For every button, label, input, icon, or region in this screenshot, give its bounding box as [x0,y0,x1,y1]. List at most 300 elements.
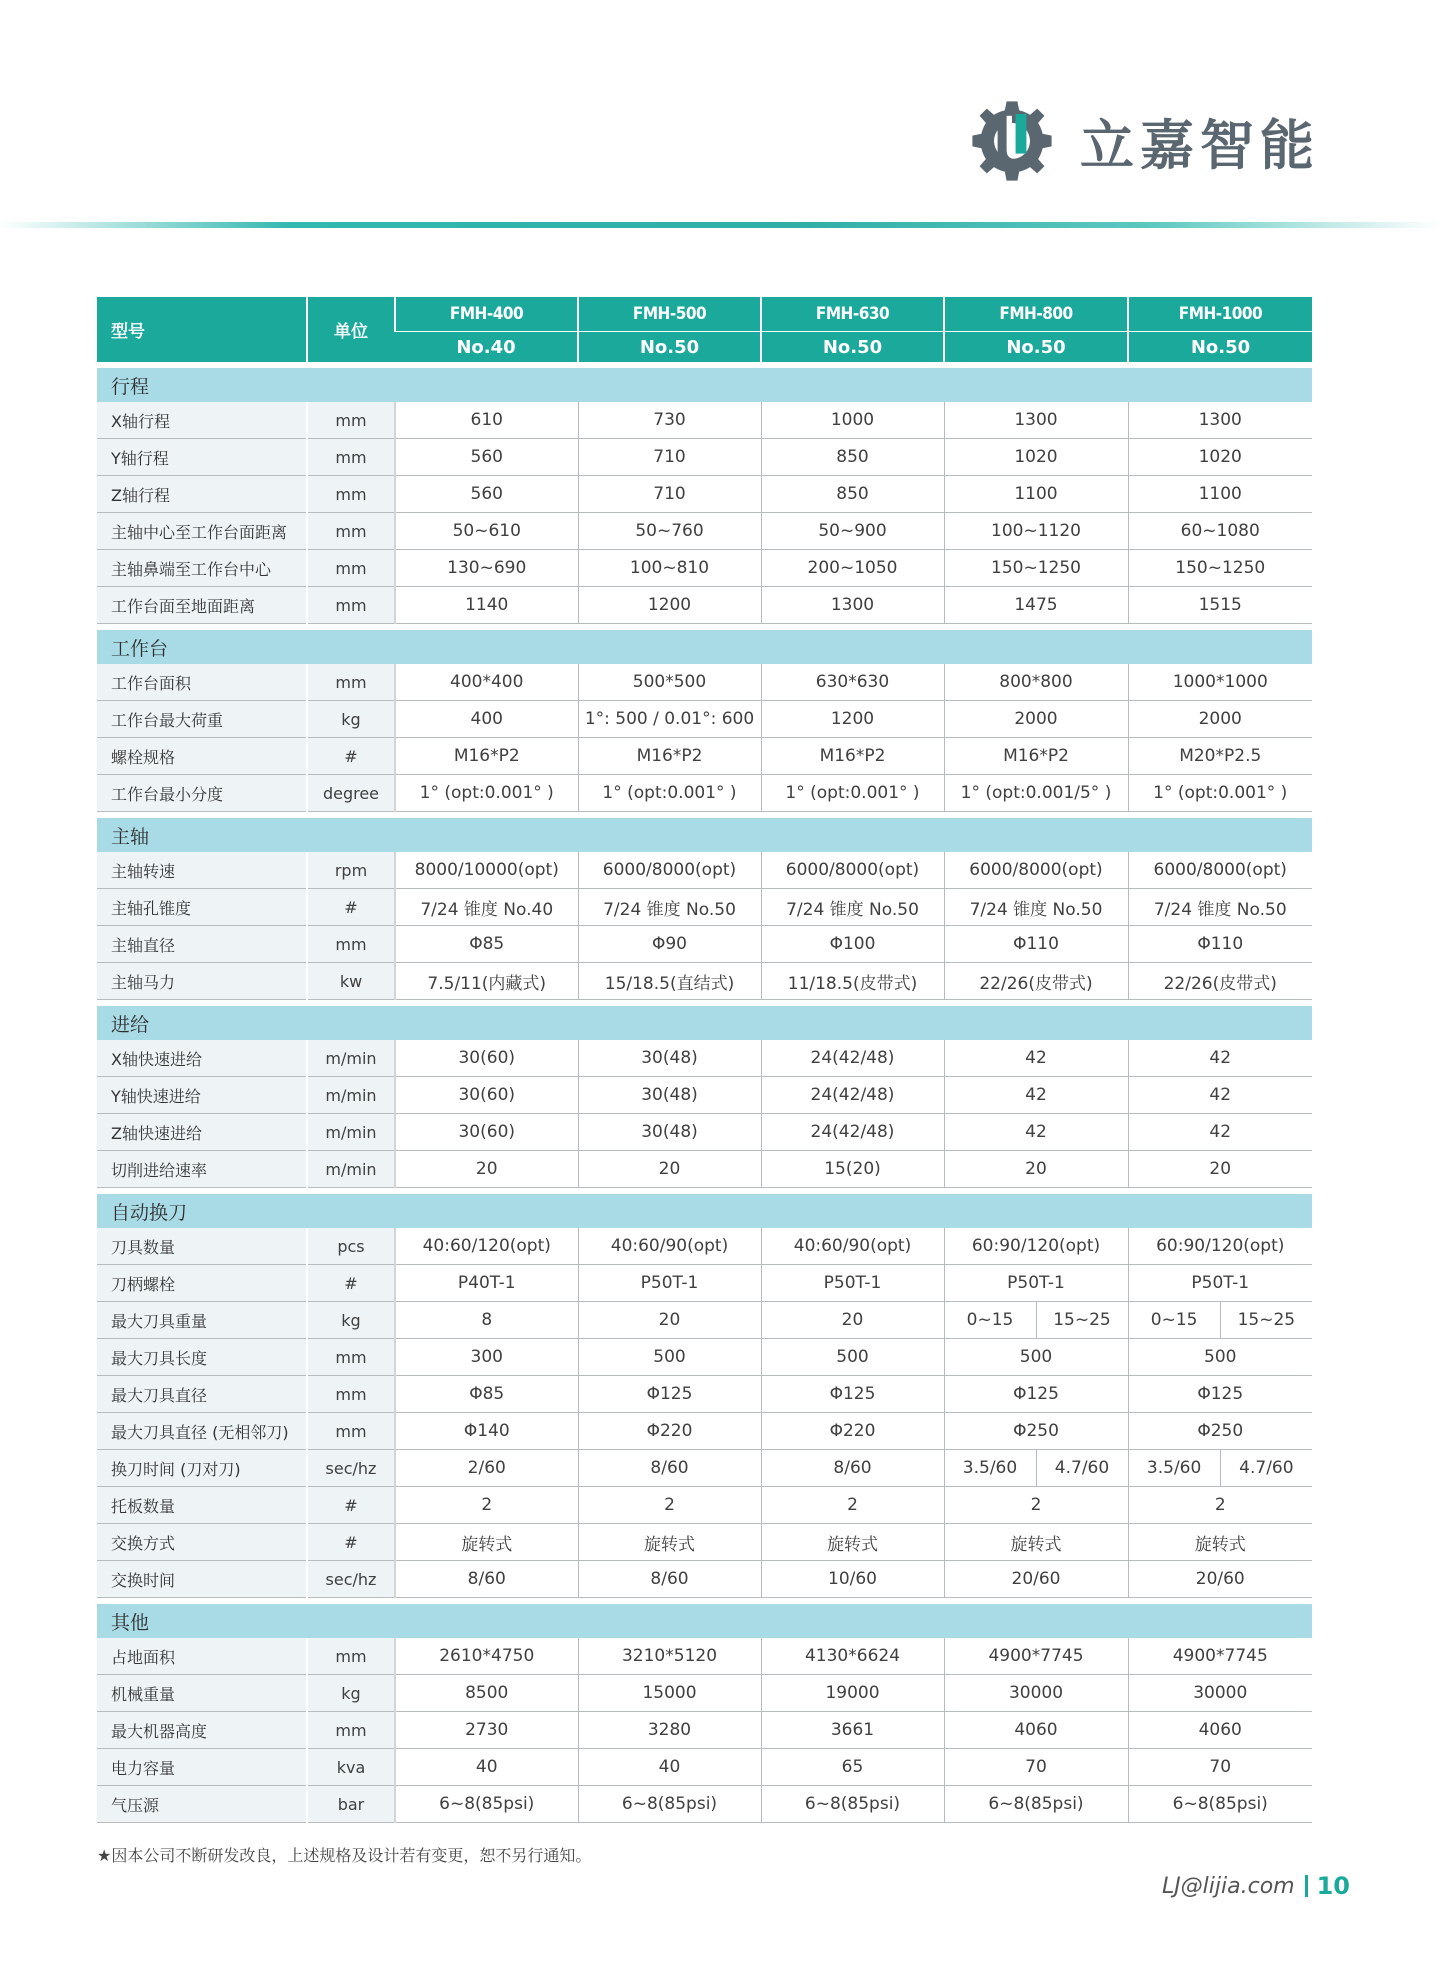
cell-value: 8/60 [395,1561,578,1598]
cell-value: 15(20) [761,1151,944,1188]
row-unit: mm [307,1712,395,1749]
disclaimer-note: ★因本公司不断研发改良，上述规格及设计若有变更，恕不另行通知。 [97,1846,592,1865]
row-unit: mm [307,1376,395,1413]
row-label: Y轴行程 [97,439,307,476]
table-row [97,664,1312,701]
table-row [97,1487,1312,1524]
table-row [97,738,1312,775]
table-row [97,1339,1312,1376]
cell-value: 6~8(85psi) [578,1786,761,1823]
table-row [97,1413,1312,1450]
cell-value: 65 [761,1749,944,1786]
cell-value: 4.7/60 [1220,1450,1312,1486]
row-unit: # [307,889,395,926]
cell-value: 30(60) [395,1040,578,1077]
row-unit: mm [307,402,395,439]
row-unit: mm [307,664,395,701]
cell-value: 100~810 [578,550,761,587]
row-unit: mm [307,1339,395,1376]
cell-value: 70 [1128,1749,1312,1786]
cell-value: M16*P2 [395,738,578,775]
cell-value: 20 [578,1302,761,1339]
cell-value: Φ110 [944,926,1128,963]
cell-value: 4900*7745 [1128,1638,1312,1675]
row-label: 工作台最大荷重 [97,701,307,738]
table-row [97,1675,1312,1712]
row-unit: m/min [307,1040,395,1077]
cell-value: 1°: 500 / 0.01°: 600 [578,701,761,738]
cell-value: 24(42/48) [761,1077,944,1114]
cell-value: 15000 [578,1675,761,1712]
cell-value: 6~8(85psi) [944,1786,1128,1823]
row-unit: kw [307,963,395,1000]
row-label: 主轴中心至工作台面距离 [97,513,307,550]
cell-value: 560 [395,476,578,513]
footer-separator [1305,1875,1308,1897]
model-name: FMH-500 [578,297,761,332]
row-unit: mm [307,476,395,513]
cell-value: Φ125 [578,1376,761,1413]
row-label: X轴行程 [97,402,307,439]
cell-value: 8/60 [578,1450,761,1487]
row-unit: mm [307,439,395,476]
cell-value: 42 [944,1040,1128,1077]
table-row [97,889,1312,926]
row-label: 工作台面至地面距离 [97,587,307,624]
cell-value: P40T-1 [395,1265,578,1302]
table-row [97,402,1312,439]
cell-value: P50T-1 [1128,1265,1312,1302]
cell-value: 7/24 锥度 No.50 [944,889,1128,926]
cell-value: 1300 [944,402,1128,439]
cell-value: Φ110 [1128,926,1312,963]
table-row [97,775,1312,812]
section-title: 工作台 [97,630,1312,664]
row-unit: mm [307,587,395,624]
cell-value: 60:90/120(opt) [1128,1228,1312,1265]
cell-value: 200~1050 [761,550,944,587]
cell-value: 850 [761,476,944,513]
cell-value: 1020 [944,439,1128,476]
row-label: 主轴孔锥度 [97,889,307,926]
cell-value: 710 [578,439,761,476]
cell-value: 11/18.5(皮带式) [761,963,944,1000]
cell-value: 1300 [1128,402,1312,439]
table-row [97,701,1312,738]
cell-value: 1° (opt:0.001° ) [1128,775,1312,812]
section-title: 行程 [97,368,1312,402]
cell-value: Φ125 [1128,1376,1312,1413]
row-label: 电力容量 [97,1749,307,1786]
cell-value: 3210*5120 [578,1638,761,1675]
cell-value: Φ250 [1128,1413,1312,1450]
cell-value: 8/60 [578,1561,761,1598]
section-header [97,1194,1312,1228]
cell-value: 42 [1128,1114,1312,1151]
row-unit: mm [307,926,395,963]
table-row [97,1638,1312,1675]
cell-value: 4900*7745 [944,1638,1128,1675]
cell-value: 旋转式 [395,1524,578,1561]
header-type: 型号 [97,297,307,362]
cell-value: 8/60 [761,1450,944,1487]
row-label: 主轴直径 [97,926,307,963]
cell-value: Φ140 [395,1413,578,1450]
cell-value: 1° (opt:0.001° ) [395,775,578,812]
row-unit: mm [307,550,395,587]
split-value [945,1450,1128,1486]
cell-value: 560 [395,439,578,476]
cell-value: 24(42/48) [761,1040,944,1077]
row-label: Z轴行程 [97,476,307,513]
cell-value: 42 [1128,1077,1312,1114]
cell-value: 1° (opt:0.001° ) [578,775,761,812]
cell-value: 8 [395,1302,578,1339]
cell-value: 6000/8000(opt) [944,852,1128,889]
model-spindle: No.40 [395,332,578,363]
split-value [1129,1302,1313,1338]
table-row [97,852,1312,889]
cell-value: 40 [395,1749,578,1786]
table-row [97,439,1312,476]
section-title: 主轴 [97,818,1312,852]
cell-value: M20*P2.5 [1128,738,1312,775]
cell-value: 42 [944,1077,1128,1114]
cell-value: P50T-1 [578,1265,761,1302]
cell-value: 850 [761,439,944,476]
cell-value: P50T-1 [944,1265,1128,1302]
cell-value: 7/24 锥度 No.50 [761,889,944,926]
table-row [97,1376,1312,1413]
row-label: 托板数量 [97,1487,307,1524]
cell-value: 300 [395,1339,578,1376]
table-row [97,476,1312,513]
table-row [97,1265,1312,1302]
cell-value: 30(48) [578,1077,761,1114]
table-row [97,1077,1312,1114]
cell-value: 20 [761,1302,944,1339]
cell-value: 20 [395,1151,578,1188]
table-row [97,1524,1312,1561]
section-header [97,630,1312,664]
cell-value: 6~8(85psi) [395,1786,578,1823]
cell-value: 500*500 [578,664,761,701]
section-header [97,368,1312,402]
cell-value: P50T-1 [761,1265,944,1302]
brand-name: 立嘉智能 [1080,112,1320,177]
cell-value: M16*P2 [761,738,944,775]
row-label: 主轴转速 [97,852,307,889]
cell-value: 2 [1128,1487,1312,1524]
table-row [97,1151,1312,1188]
cell-value: 50~760 [578,513,761,550]
cell-value: 2/60 [395,1450,578,1487]
spec-table [97,297,1312,1823]
row-label: 螺栓规格 [97,738,307,775]
cell-value: 20 [944,1151,1128,1188]
cell-value: 15~25 [1036,1302,1128,1338]
model-name: FMH-400 [395,297,578,332]
cell-value: 30(48) [578,1114,761,1151]
cell-value: 20 [578,1151,761,1188]
row-label: 最大刀具直径 (无相邻刀) [97,1413,307,1450]
cell-value: 30(60) [395,1114,578,1151]
cell-value: 400*400 [395,664,578,701]
cell-value: 15/18.5(直结式) [578,963,761,1000]
cell-value: 30000 [1128,1675,1312,1712]
row-label: 机械重量 [97,1675,307,1712]
table-row [97,1302,1312,1339]
cell-value: Φ85 [395,926,578,963]
cell-value: 2 [944,1487,1128,1524]
cell-value: 6000/8000(opt) [1128,852,1312,889]
row-unit: pcs [307,1228,395,1265]
cell-value: 旋转式 [578,1524,761,1561]
cell-value: 3280 [578,1712,761,1749]
split-value-cell [1128,1450,1312,1487]
cell-value: 6000/8000(opt) [578,852,761,889]
row-label: 占地面积 [97,1638,307,1675]
row-unit: kg [307,1302,395,1339]
table-row [97,550,1312,587]
cell-value: 40:60/90(opt) [761,1228,944,1265]
cell-value: 20/60 [944,1561,1128,1598]
cell-value: 8000/10000(opt) [395,852,578,889]
cell-value: 24(42/48) [761,1114,944,1151]
cell-value: 1200 [761,701,944,738]
cell-value: 1100 [944,476,1128,513]
cell-value: Φ125 [944,1376,1128,1413]
cell-value: 42 [1128,1040,1312,1077]
cell-value: 500 [761,1339,944,1376]
row-label: 最大机器高度 [97,1712,307,1749]
cell-value: 100~1120 [944,513,1128,550]
page-number: 10 [1316,1872,1350,1900]
cell-value: M16*P2 [578,738,761,775]
cell-value: 1515 [1128,587,1312,624]
cell-value: 旋转式 [944,1524,1128,1561]
cell-value: 15~25 [1220,1302,1312,1338]
cell-value: 7/24 锥度 No.50 [1128,889,1312,926]
page-footer [1162,1872,1350,1900]
cell-value: 8500 [395,1675,578,1712]
row-label: 气压源 [97,1786,307,1823]
section-title: 进给 [97,1006,1312,1040]
cell-value: 22/26(皮带式) [1128,963,1312,1000]
gear-logo-icon [966,96,1058,186]
row-unit: sec/hz [307,1450,395,1487]
table-row [97,1040,1312,1077]
cell-value: 50~610 [395,513,578,550]
row-unit: m/min [307,1077,395,1114]
cell-value: 500 [578,1339,761,1376]
table-row [97,1749,1312,1786]
cell-value: 2730 [395,1712,578,1749]
row-unit: sec/hz [307,1561,395,1598]
row-label: 最大刀具长度 [97,1339,307,1376]
row-unit: # [307,1524,395,1561]
table-row [97,587,1312,624]
cell-value: 4.7/60 [1036,1450,1128,1486]
row-label: 工作台面积 [97,664,307,701]
split-value [945,1302,1128,1338]
cell-value: 2000 [1128,701,1312,738]
cell-value: 7/24 锥度 No.50 [578,889,761,926]
row-label: 刀具数量 [97,1228,307,1265]
cell-value: Φ250 [944,1413,1128,1450]
section-header [97,818,1312,852]
cell-value: 1200 [578,587,761,624]
row-label: Z轴快速进给 [97,1114,307,1151]
row-label: 工作台最小分度 [97,775,307,812]
cell-value: 7/24 锥度 No.40 [395,889,578,926]
row-unit: # [307,738,395,775]
split-value-cell [1128,1302,1312,1339]
row-unit: # [307,1265,395,1302]
table-row [97,513,1312,550]
cell-value: 40:60/90(opt) [578,1228,761,1265]
cell-value: Φ220 [578,1413,761,1450]
cell-value: 22/26(皮带式) [944,963,1128,1000]
section-header [97,1604,1312,1638]
cell-value: 2 [761,1487,944,1524]
row-unit: bar [307,1786,395,1823]
cell-value: 6000/8000(opt) [761,852,944,889]
cell-value: Φ90 [578,926,761,963]
table-row [97,963,1312,1000]
row-label: 交换方式 [97,1524,307,1561]
section-title: 自动换刀 [97,1194,1312,1228]
cell-value: 1100 [1128,476,1312,513]
model-name: FMH-1000 [1128,297,1312,332]
cell-value: 1140 [395,587,578,624]
cell-value: Φ85 [395,1376,578,1413]
row-unit: m/min [307,1114,395,1151]
cell-value: 1000 [761,402,944,439]
cell-value: Φ100 [761,926,944,963]
table-row [97,1114,1312,1151]
cell-value: Φ220 [761,1413,944,1450]
cell-value: 710 [578,476,761,513]
cell-value: 3661 [761,1712,944,1749]
cell-value: 6~8(85psi) [1128,1786,1312,1823]
section-title: 其他 [97,1604,1312,1638]
cell-value: 旋转式 [761,1524,944,1561]
cell-value: 30000 [944,1675,1128,1712]
row-label: 主轴马力 [97,963,307,1000]
cell-value: 20/60 [1128,1561,1312,1598]
split-value [1129,1450,1313,1486]
split-value-cell [944,1450,1128,1487]
cell-value: 1300 [761,587,944,624]
row-unit: kg [307,1675,395,1712]
cell-value: 730 [578,402,761,439]
cell-value: 40:60/120(opt) [395,1228,578,1265]
row-unit: kg [307,701,395,738]
cell-value: M16*P2 [944,738,1128,775]
table-row [97,926,1312,963]
section-header [97,1006,1312,1040]
cell-value: 150~1250 [944,550,1128,587]
cell-value: 800*800 [944,664,1128,701]
cell-value: 4060 [1128,1712,1312,1749]
row-unit: # [307,1487,395,1524]
cell-value: 3.5/60 [1146,1458,1202,1478]
row-label: 切削进给速率 [97,1151,307,1188]
model-name: FMH-630 [761,297,944,332]
cell-value: 0~15 [1150,1310,1198,1330]
footer-email: LJ@lijia.com [1161,1873,1295,1899]
row-unit: mm [307,513,395,550]
cell-value: 610 [395,402,578,439]
cell-value: 0~15 [966,1310,1014,1330]
cell-value: Φ125 [761,1376,944,1413]
row-label: 最大刀具直径 [97,1376,307,1413]
row-label: Y轴快速进给 [97,1077,307,1114]
row-label: X轴快速进给 [97,1040,307,1077]
cell-value: 400 [395,701,578,738]
table-row [97,1786,1312,1823]
cell-value: 20 [1128,1151,1312,1188]
row-label: 最大刀具重量 [97,1302,307,1339]
cell-value: 60~1080 [1128,513,1312,550]
row-unit: mm [307,1413,395,1450]
table-row [97,1450,1312,1487]
table-row [97,1228,1312,1265]
cell-value: 42 [944,1114,1128,1151]
cell-value: 2000 [944,701,1128,738]
cell-value: 500 [944,1339,1128,1376]
cell-value: 30(60) [395,1077,578,1114]
cell-value: 130~690 [395,550,578,587]
cell-value: 2 [395,1487,578,1524]
cell-value: 19000 [761,1675,944,1712]
header-divider [0,222,1440,228]
header-unit: 单位 [307,297,395,362]
cell-value: 500 [1128,1339,1312,1376]
cell-value: 150~1250 [1128,550,1312,587]
spec-table-body [97,362,1312,1823]
model-name: FMH-800 [944,297,1128,332]
table-row [97,1561,1312,1598]
model-spindle: No.50 [578,332,761,363]
cell-value: 1020 [1128,439,1312,476]
split-value-cell [944,1302,1128,1339]
cell-value: 1475 [944,587,1128,624]
cell-value: 60:90/120(opt) [944,1228,1128,1265]
model-spindle: No.50 [1128,332,1312,363]
row-unit: rpm [307,852,395,889]
row-label: 换刀时间 (刀对刀) [97,1450,307,1487]
cell-value: 630*630 [761,664,944,701]
cell-value: 1° (opt:0.001° ) [761,775,944,812]
row-unit: kva [307,1749,395,1786]
row-unit: mm [307,1638,395,1675]
cell-value: 30(48) [578,1040,761,1077]
row-label: 刀柄螺栓 [97,1265,307,1302]
cell-value: 2610*4750 [395,1638,578,1675]
row-unit: m/min [307,1151,395,1188]
cell-value: 10/60 [761,1561,944,1598]
row-label: 交换时间 [97,1561,307,1598]
cell-value: 4130*6624 [761,1638,944,1675]
cell-value: 1000*1000 [1128,664,1312,701]
cell-value: 70 [944,1749,1128,1786]
brand [966,96,1320,186]
cell-value: 3.5/60 [962,1458,1018,1478]
model-spindle: No.50 [944,332,1128,363]
cell-value: 6~8(85psi) [761,1786,944,1823]
